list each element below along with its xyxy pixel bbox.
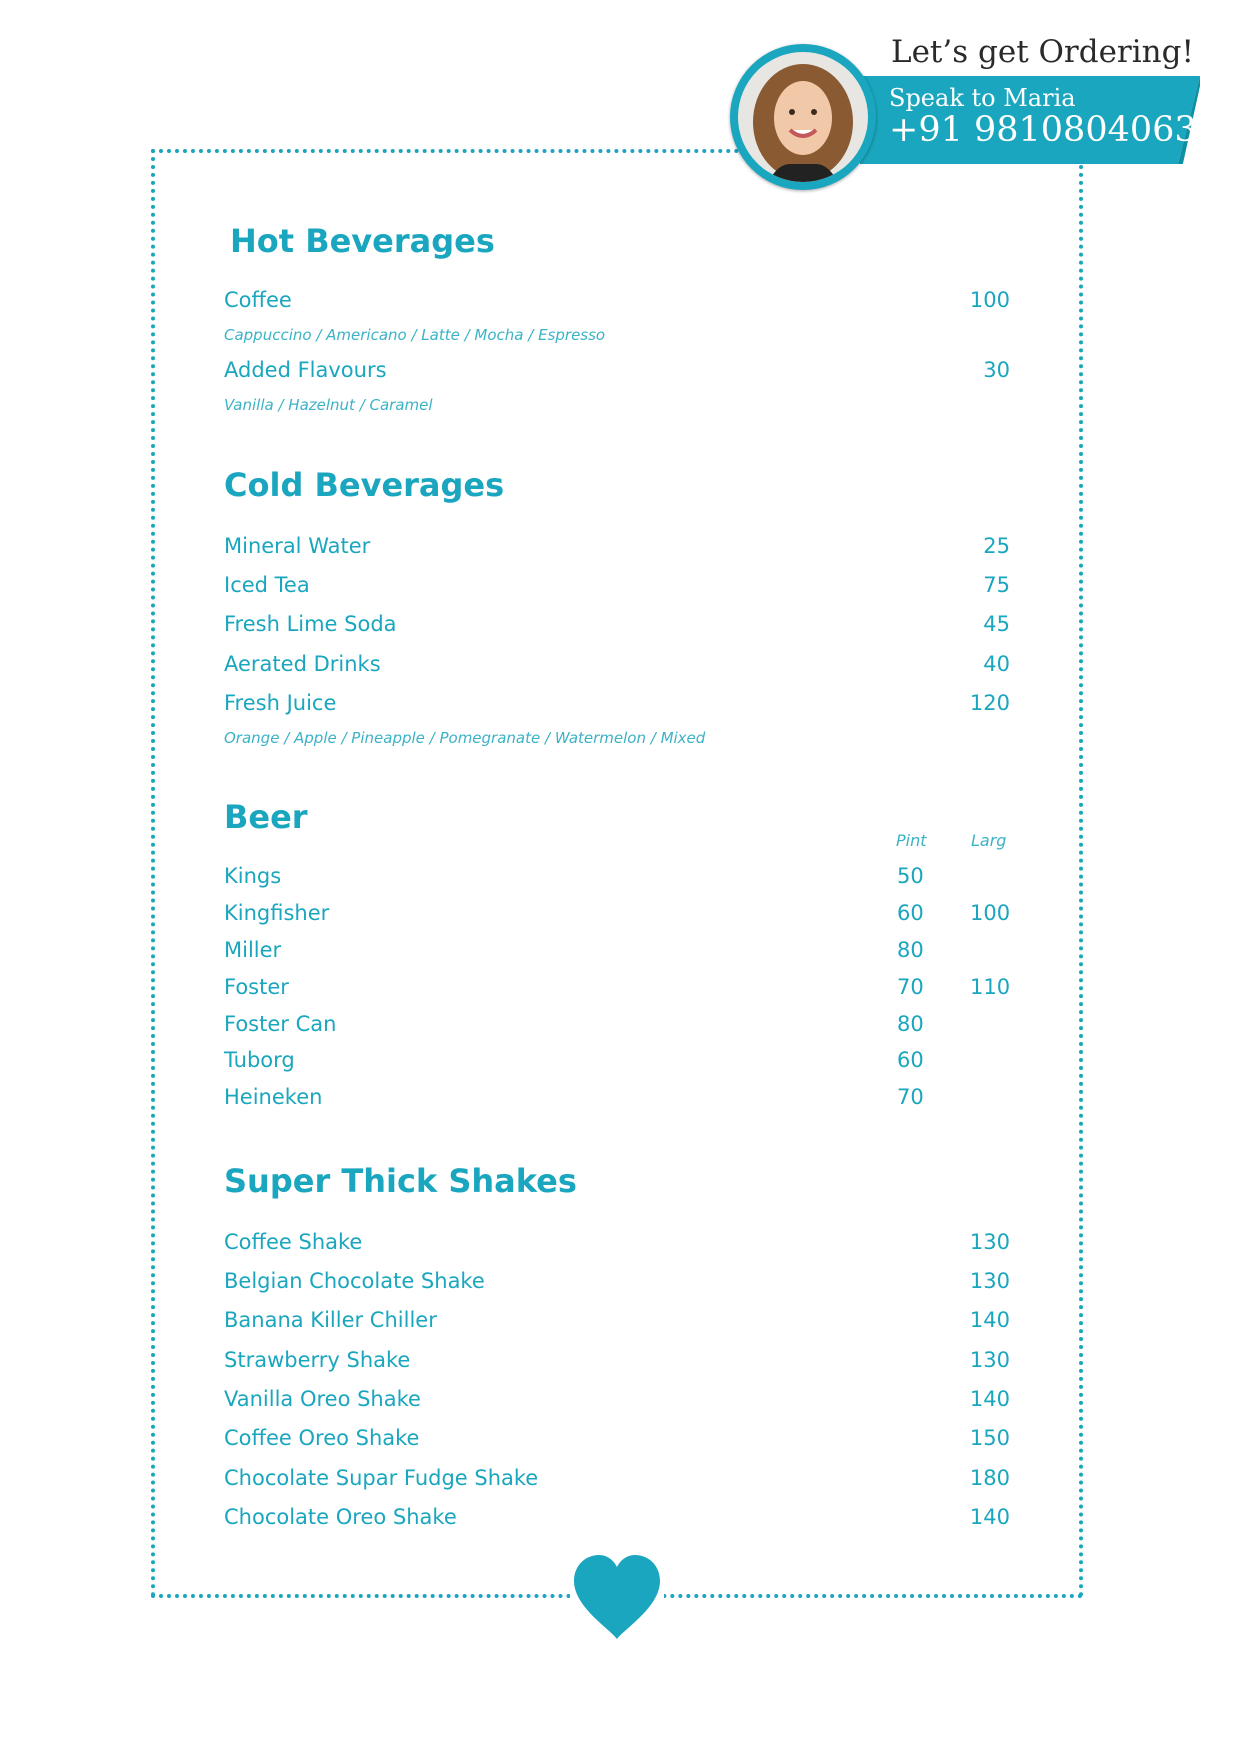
menu-item-price: 130 (969, 1230, 1010, 1254)
menu-item-name: Coffee Oreo Shake (224, 1426, 420, 1450)
heart-icon (570, 1553, 664, 1641)
menu-item-name: Chocolate Oreo Shake (224, 1505, 457, 1529)
beer-name: Foster Can (224, 1012, 337, 1036)
menu-item-name: Strawberry Shake (224, 1348, 411, 1372)
promo-title: Let’s get Ordering! (891, 34, 1194, 70)
menu-item-name: Chocolate Supar Fudge Shake (224, 1466, 539, 1490)
menu-item-name: Fresh Lime Soda (224, 612, 397, 636)
beer-col-pint: Pint (896, 831, 927, 850)
menu-item-price: 130 (969, 1348, 1010, 1372)
beer-name: Tuborg (224, 1048, 295, 1072)
section-title-shakes: Super Thick Shakes (224, 1162, 577, 1200)
beer-pint-price: 50 (897, 864, 924, 888)
menu-item-price: 100 (969, 288, 1010, 312)
menu-item-name: Coffee (224, 288, 292, 312)
beer-large-price: 100 (970, 901, 1011, 925)
beer-pint-price: 70 (897, 975, 924, 999)
menu-item-price: 25 (983, 534, 1010, 558)
menu-item-price: 120 (969, 691, 1010, 715)
menu-item-price: 30 (983, 358, 1010, 382)
promo-phone[interactable]: +91 9810804063 (889, 110, 1197, 150)
menu-item-price: 130 (969, 1269, 1010, 1293)
beer-name: Kingfisher (224, 901, 330, 925)
menu-item-name: Vanilla Oreo Shake (224, 1387, 421, 1411)
promo-subtitle: Speak to Maria (889, 84, 1076, 112)
menu-item-name: Fresh Juice (224, 691, 337, 715)
menu-item-note: Orange / Apple / Pineapple / Pomegranate / Watermelon / Mixed (224, 729, 706, 747)
menu-item-note: Vanilla / Hazelnut / Caramel (224, 396, 433, 414)
beer-name: Heineken (224, 1085, 323, 1109)
menu-item-name: Mineral Water (224, 534, 371, 558)
menu-item-name: Added Flavours (224, 358, 387, 382)
menu-item-name: Banana Killer Chiller (224, 1308, 437, 1332)
menu-item-name: Iced Tea (224, 573, 310, 597)
menu-item-price: 150 (969, 1426, 1010, 1450)
menu-item-name: Coffee Shake (224, 1230, 363, 1254)
beer-pint-price: 80 (897, 1012, 924, 1036)
menu-item-note: Cappuccino / Americano / Latte / Mocha / Espresso (224, 326, 606, 344)
beer-name: Foster (224, 975, 289, 999)
menu-item-price: 45 (983, 612, 1010, 636)
menu-item-price: 140 (969, 1387, 1010, 1411)
section-title-hot-beverages: Hot Beverages (230, 222, 495, 260)
section-title-cold-beverages: Cold Beverages (224, 466, 505, 504)
beer-name: Miller (224, 938, 282, 962)
beer-name: Kings (224, 864, 282, 888)
beer-col-large: Larg (971, 831, 1007, 850)
beer-large-price: 110 (970, 975, 1011, 999)
menu-item-price: 140 (969, 1505, 1010, 1529)
menu-item-name: Belgian Chocolate Shake (224, 1269, 485, 1293)
menu-item-price: 40 (983, 652, 1010, 676)
beer-pint-price: 60 (897, 901, 924, 925)
avatar (730, 44, 876, 190)
beer-pint-price: 80 (897, 938, 924, 962)
beer-pint-price: 60 (897, 1048, 924, 1072)
beer-pint-price: 70 (897, 1085, 924, 1109)
menu-item-price: 75 (983, 573, 1010, 597)
section-title-beer: Beer (224, 798, 308, 836)
menu-item-name: Aerated Drinks (224, 652, 381, 676)
menu-item-price: 180 (969, 1466, 1010, 1490)
menu-item-price: 140 (969, 1308, 1010, 1332)
